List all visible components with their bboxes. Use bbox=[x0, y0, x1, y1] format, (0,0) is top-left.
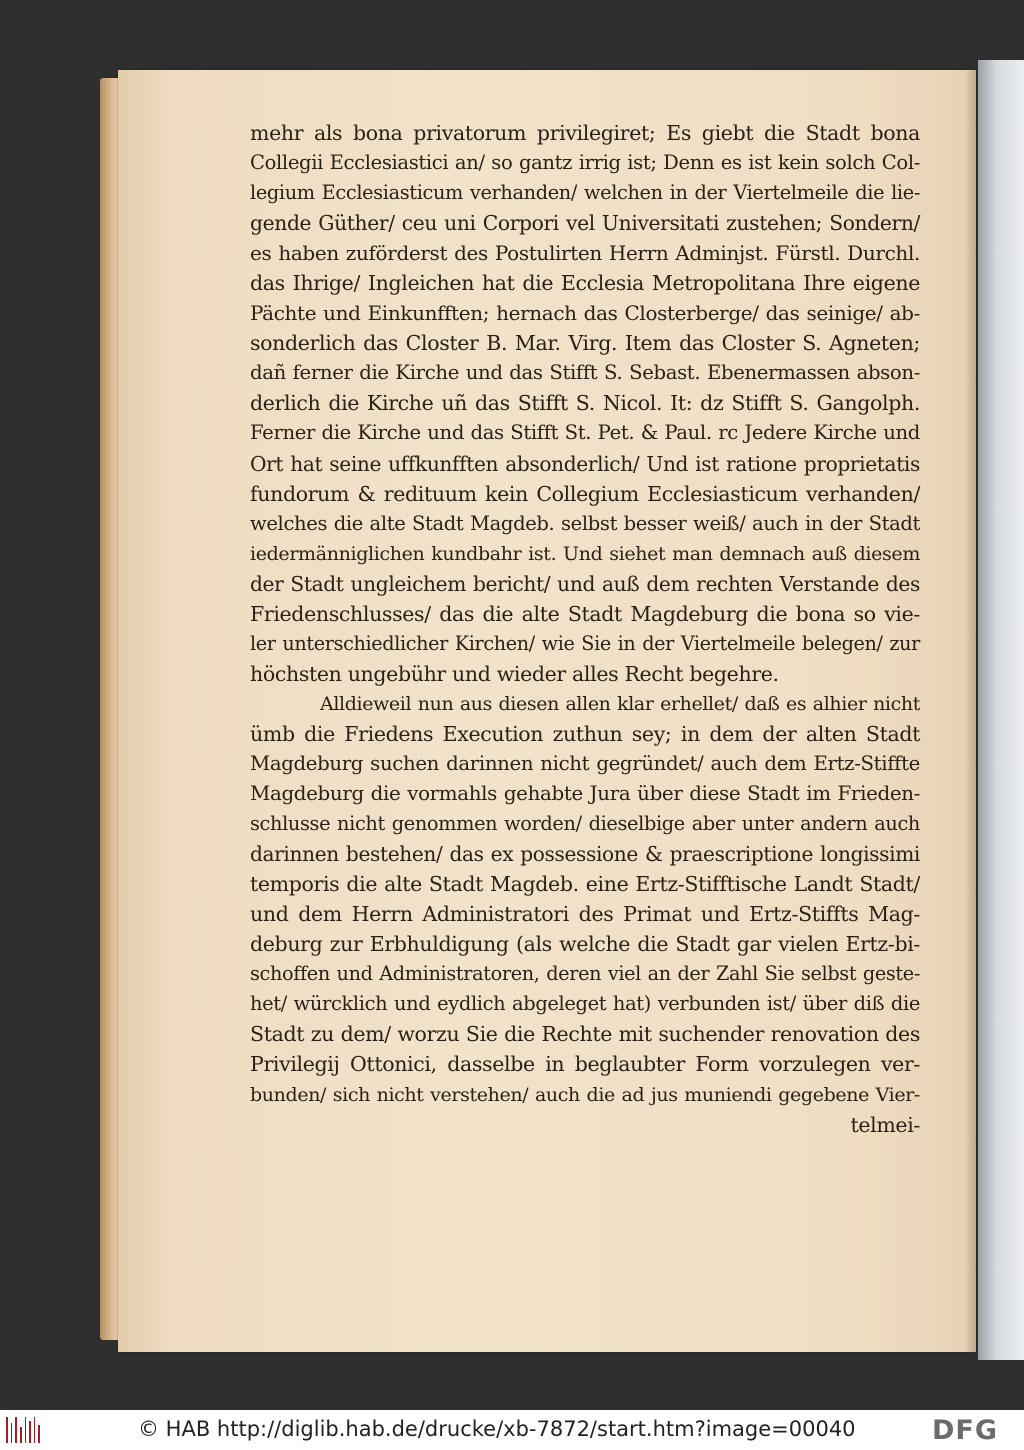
text-line: fundorum & redituum kein Collegium Ecclesiasticum verhanden/ bbox=[250, 481, 920, 506]
text-line: das Ihrige/ Ingleichen hat die Ecclesia Metropolitana Ihre eigene bbox=[250, 271, 920, 296]
dfg-logo: DFG bbox=[932, 1415, 999, 1446]
text-line: ler unterschiedlicher Kirchen/ wie Sie in der Viertelmeile belegen/ zur bbox=[250, 631, 920, 655]
text-line: der Stadt ungleichem bericht/ und auß dem rechten Verstande des bbox=[250, 571, 920, 596]
text-line: deburg zur Erbhuldigung (als welche die Stadt gar vielen Ertz-bi- bbox=[250, 932, 920, 957]
catchword: telmei- bbox=[850, 1112, 920, 1137]
text-line: höchsten ungebühr und wieder alles Recht begehre. bbox=[250, 661, 779, 686]
text-line: Collegii Ecclesiastici an/ so gantz irrig ist; Denn es ist kein solch Col- bbox=[250, 151, 920, 175]
text-line: dañ ferner die Kirche und das Stifft S. Sebast. Ebenermassen abson- bbox=[250, 361, 920, 385]
text-line: het/ würcklich und eydlich abgeleget hat) verbunden ist/ über diß die bbox=[250, 992, 920, 1016]
text-line: schoffen und Administratoren, deren viel an der Zahl Sie selbst geste- bbox=[250, 962, 920, 986]
text-line: temporis die alte Stadt Magdeb. eine Ertz-Stifftische Landt Stadt/ bbox=[250, 872, 920, 897]
text-line: Pächte und Einkunfften; hernach das Closterberge/ das seinige/ ab- bbox=[250, 301, 920, 326]
text-line: gende Güther/ ceu uni Corpori vel Universitati zustehen; Sondern/ bbox=[250, 211, 920, 236]
copyright-url-link[interactable]: © HAB http://diglib.hab.de/drucke/xb-7872/start.htm?image=00040 bbox=[138, 1417, 856, 1441]
text-line: Privilegij Ottonici, dasselbe in beglaubter Form vorzulegen ver- bbox=[250, 1052, 920, 1077]
text-line: Ferner die Kirche und das Stifft St. Pet. & Paul. rc Jedere Kirche und bbox=[250, 421, 920, 445]
text-line: mehr als bona privatorum privilegiret; Es giebt die Stadt bona bbox=[250, 121, 920, 145]
text-line: schlusse nicht genommen worden/ dieselbige aber unter andern auch bbox=[250, 812, 920, 836]
text-line: und dem Herrn Administratori des Primat und Ertz-Stiffts Mag- bbox=[250, 902, 920, 927]
footer-bar bbox=[0, 1410, 1024, 1450]
text-line: derlich die Kirche uñ das Stifft S. Nicol. It: dz Stifft S. Gangolph. bbox=[250, 391, 920, 416]
text-line: darinnen bestehen/ das ex possessione & praescriptione longissimi bbox=[250, 842, 920, 867]
text-line-paragraph-start: Alldieweil nun aus diesen allen klar erhellet/ daß es alhier nicht bbox=[320, 692, 920, 715]
text-line: Friedenschlusses/ das die alte Stadt Magdeburg die bona so vie- bbox=[250, 601, 920, 626]
text-line: welches die alte Stadt Magdeb. selbst besser weiß/ auch in der Stadt bbox=[250, 511, 920, 535]
page-text-block bbox=[250, 118, 920, 1140]
text-line: Stadt zu dem/ worzu Sie die Rechte mit suchender renovation des bbox=[250, 1022, 920, 1047]
facing-page-edge bbox=[978, 60, 1024, 1360]
text-line: iedermänniglichen kundbahr ist. Und siehet man demnach auß diesem bbox=[250, 542, 920, 565]
hab-barcode-logo-icon bbox=[6, 1417, 40, 1443]
text-line: Ort hat seine uffkunfften absonderlich/ Und ist ratione proprietatis bbox=[250, 451, 920, 476]
text-line: legium Ecclesiasticum verhanden/ welchen in der Viertelmeile die lie- bbox=[250, 181, 920, 205]
text-line: Magdeburg suchen darinnen nicht gegründet/ auch dem Ertz-Stiffte bbox=[250, 751, 920, 775]
text-line: sonderlich das Closter B. Mar. Virg. Item das Closter S. Agneten; bbox=[250, 331, 920, 356]
text-line: Magdeburg die vormahls gehabte Jura über diese Stadt im Frieden- bbox=[250, 782, 920, 806]
text-line: es haben zuförderst des Postulirten Herrn Adminjst. Fürstl. Durchl. bbox=[250, 241, 920, 266]
text-line: bunden/ sich nicht verstehen/ auch die ad jus muniendi gegebene Vier- bbox=[250, 1083, 920, 1106]
text-line: ümb die Friedens Execution zuthun sey; in dem der alten Stadt bbox=[250, 721, 920, 746]
